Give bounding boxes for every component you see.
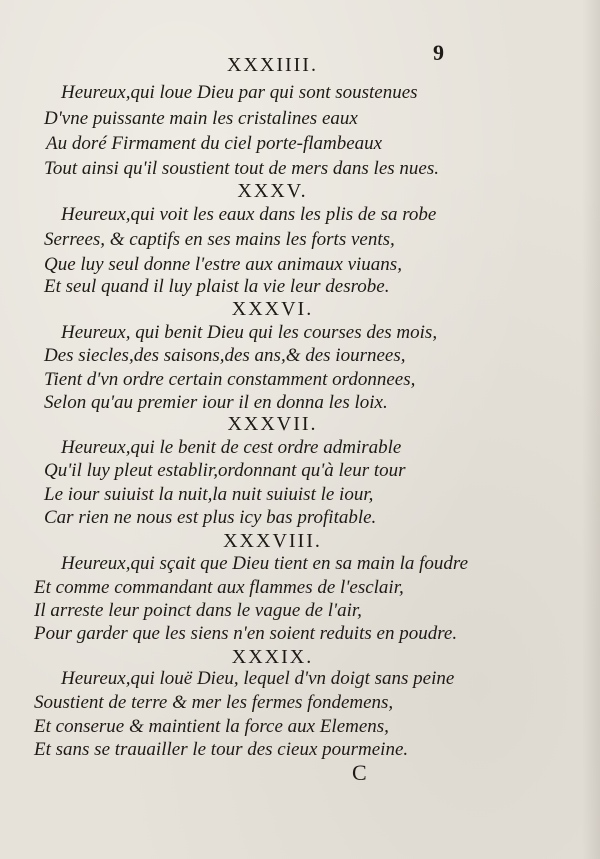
verse-line: Au doré Firmament du ciel porte-flambeaux <box>46 133 383 154</box>
stanza-heading: XXXVI. <box>231 298 314 320</box>
verse-line: Tout ainsi qu'il soustient tout de mers dans les nues. <box>44 158 439 179</box>
verse-line: Serrees, & captifs en ses mains les forts vents, <box>44 229 395 250</box>
verse-line: Heureux, qui benit Dieu qui les courses des mois, <box>61 322 438 343</box>
verse-line: Et conserue & maintient la force aux Elemens, <box>34 716 389 737</box>
stanza-heading: XXXV. <box>237 180 308 202</box>
verse-line: Pour garder que les siens n'en soient reduits en poudre. <box>34 623 458 644</box>
verse-line: Heureux,qui louë Dieu, lequel d'vn doigt sans peine <box>61 668 455 689</box>
verse-line: Heureux,qui sçait que Dieu tient en sa main la foudre <box>61 553 469 574</box>
verse-line: Que luy seul donne l'estre aux animaux viuans, <box>44 254 402 275</box>
stanza-heading: XXXVII. <box>227 413 318 435</box>
verse-line: Heureux,qui voit les eaux dans les plis de sa robe <box>61 204 437 225</box>
stanza-heading: XXXIX. <box>231 646 314 668</box>
verse-line: Il arreste leur poinct dans le vague de l'air, <box>34 600 362 621</box>
verse-line: Heureux,qui loue Dieu par qui sont soustenues <box>61 82 418 103</box>
verse-line: D'vne puissante main les cristalines eaux <box>44 108 358 129</box>
verse-line: Des siecles,des saisons,des ans,& des iournees, <box>44 345 406 366</box>
verse-line: Heureux,qui le benit de cest ordre admirable <box>61 437 402 458</box>
verse-line: Car rien ne nous est plus icy bas profitable. <box>44 507 377 528</box>
verse-line: Et seul quand il luy plaist la vie leur desrobe. <box>44 276 390 297</box>
signature-mark: C <box>352 760 367 785</box>
verse-line: Tient d'vn ordre certain constamment ordonnees, <box>44 369 416 390</box>
page-number: 9 <box>433 40 444 65</box>
verse-line: Et comme commandant aux flammes de l'esclair, <box>34 577 404 598</box>
verse-line: Qu'il luy pleut establir,ordonnant qu'à leur tour <box>44 460 406 481</box>
verse-line: Selon qu'au premier iour il en donna les loix. <box>44 392 388 413</box>
verse-line: Soustient de terre & mer les fermes fondemens, <box>34 692 394 713</box>
verse-line: Et sans se trauailler le tour des cieux pourmeine. <box>34 739 409 760</box>
stanza-heading: XXXIIII. <box>227 54 318 76</box>
verse-line: Le iour suiuist la nuit,la nuit suiuist le iour, <box>44 484 374 505</box>
stanza-heading: XXXVIII. <box>223 530 322 552</box>
